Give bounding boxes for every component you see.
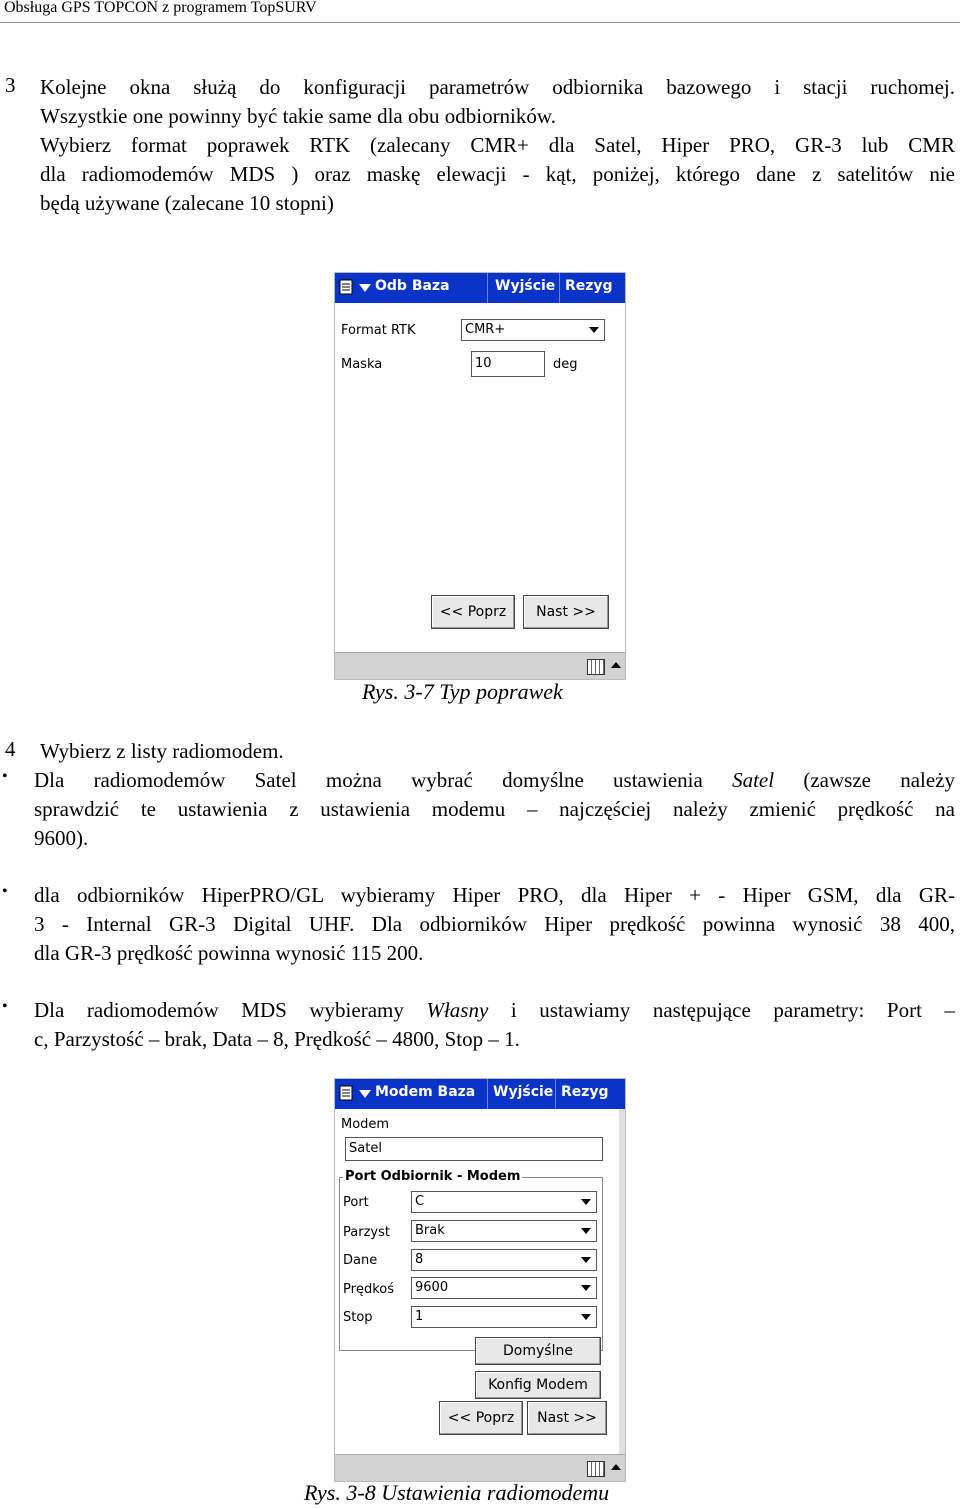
bullet-3-line-2: c, Parzystość – brak, Data – 8, Prędkość – 4800, Stop – 1. [34,1027,520,1051]
mask-input[interactable] [471,351,545,377]
title-divider [555,1079,556,1109]
format-rtk-label: Format RTK [341,323,416,338]
bullet-1-line-3: 9600). [34,826,89,850]
section-4-number: 4 [5,737,16,761]
data-bits-select[interactable] [411,1249,597,1271]
bullet-2-line-3: dla GR-3 prędkość powinna wynosić 115 200. [34,941,424,965]
format-rtk-value: CMR+ [465,322,506,337]
screen-title: Odb Baza [375,278,450,294]
chevron-down-icon [581,1314,591,1320]
stop-bits-value: 1 [415,1309,424,1324]
cancel-button[interactable]: Rezyg [561,1084,609,1100]
scrollbar[interactable] [619,1109,625,1455]
bullet-2-line-2: 3 - Internal GR-3 Digital UHF. Dla odbiorników Hiper prędkość powinna wynosić 38 400, [34,912,955,936]
bullet-1-text: (zawsze należy [803,768,956,792]
chevron-down-icon [589,327,599,333]
wlasny-emphasis: Własny [426,998,489,1022]
format-rtk-select[interactable] [461,319,605,341]
bullet-3-line-1 [34,996,955,1025]
parity-select[interactable] [411,1220,597,1242]
chevron-down-icon [581,1228,591,1234]
data-bits-value: 8 [415,1252,424,1267]
default-button-label: Domyślne [503,1343,573,1359]
title-divider [487,273,488,303]
bullet-1-line-1 [34,766,955,795]
bullet-3-text: i ustawiamy następujące parametry: Port – [488,998,955,1022]
config-modem-button-label: Konfig Modem [488,1377,588,1393]
input-panel-arrow-icon[interactable] [611,662,621,668]
bullet-1-line-2: sprawdzić te ustawienia z ustawienia modemu – najczęściej należy zmienić prędkość na [34,797,955,821]
bullet-marker: • [2,768,8,785]
keyboard-icon[interactable] [587,1461,605,1477]
previous-button-label: << Poprz [447,1410,515,1426]
config-modem-button[interactable] [475,1371,601,1399]
bullet-2-line-1: dla odbiorników HiperPRO/GL wybieramy Hiper PRO, dla Hiper + - Hiper GSM, dla GR- [34,883,955,907]
section-3-line-2: Wszystkie one powinny być takie same dla obu odbiorników. [40,104,556,128]
next-button-label: Nast >> [536,604,596,620]
exit-button[interactable]: Wyjście [493,1084,554,1100]
modem-field[interactable] [345,1137,603,1161]
title-divider [559,273,560,303]
modem-baza-titlebar [335,1079,625,1109]
start-menu-icon[interactable] [338,1084,356,1102]
section-3-line-4: dla radiomodemów MDS ) oraz maskę elewacji - kąt, poniżej, którego dane z satelitów nie [40,162,955,186]
figure-3-8-caption: Rys. 3-8 Ustawienia radiomodemu [304,1480,610,1505]
stop-bits-select[interactable] [411,1306,597,1328]
next-button[interactable] [527,1401,607,1435]
mask-value: 10 [475,356,492,371]
mask-label: Maska [341,357,383,372]
figure-3-7-caption: Rys. 3-7 Typ poprawek [362,679,563,704]
previous-button[interactable] [431,595,515,629]
odb-baza-screen [334,272,626,680]
start-menu-icon[interactable] [338,278,356,296]
cancel-button[interactable]: Rezyg [565,278,613,294]
parity-label: Parzyst [343,1225,390,1240]
port-label: Port [343,1195,369,1210]
data-bits-label: Dane [343,1253,378,1268]
section-3-line-1: Kolejne okna służą do konfiguracji parametrów odbiornika bazowego i stacji ruchomej. [40,75,955,99]
previous-button[interactable] [439,1401,523,1435]
menu-dropdown-icon[interactable] [359,284,371,292]
parity-value: Brak [415,1223,445,1238]
chevron-down-icon [581,1199,591,1205]
bullet-3-text: Dla radiomodemów MDS wybieramy [34,998,404,1022]
page-header: Obsługa GPS TOPCON z programem TopSURV [4,0,317,16]
menu-dropdown-icon[interactable] [359,1090,371,1098]
bullet-marker: • [2,883,8,900]
next-button-label: Nast >> [537,1410,597,1426]
section-3-line-3: Wybierz format poprawek RTK (zalecany CMR+ dla Satel, Hiper PRO, GR-3 lub CMR [40,133,955,157]
baud-rate-value: 9600 [415,1280,449,1295]
stop-bits-label: Stop [343,1310,373,1325]
baud-rate-select[interactable] [411,1277,597,1299]
section-4-title: Wybierz z listy radiomodem. [40,739,284,763]
screen-title: Modem Baza [375,1084,476,1100]
default-button[interactable] [475,1337,601,1365]
odb-baza-titlebar [335,273,625,303]
keyboard-icon[interactable] [587,659,605,675]
status-bar [335,1454,625,1481]
bullet-1-text: Dla radiomodemów Satel można wybrać domyślne ustawienia [34,768,703,792]
modem-value: Satel [349,1141,382,1156]
mask-unit: deg [553,357,578,372]
chevron-down-icon [581,1257,591,1263]
modem-baza-screen [334,1078,626,1482]
satel-emphasis: Satel [732,768,775,792]
baud-rate-label: Prędkoś [343,1282,394,1297]
exit-button[interactable]: Wyjście [495,278,556,294]
section-3-number: 3 [5,73,16,97]
input-panel-arrow-icon[interactable] [611,1464,621,1470]
chevron-down-icon [581,1285,591,1291]
port-select[interactable] [411,1191,597,1213]
next-button[interactable] [523,595,609,629]
port-value: C [415,1194,425,1209]
bullet-marker: • [2,998,8,1015]
modem-label: Modem [341,1117,390,1132]
port-group-title: Port Odbiornik - Modem [345,1169,521,1184]
status-bar [335,652,625,679]
title-divider [487,1079,488,1109]
previous-button-label: << Poprz [439,604,507,620]
section-3-line-5: będą używane (zalecane 10 stopni) [40,191,334,215]
header-divider [0,22,960,23]
